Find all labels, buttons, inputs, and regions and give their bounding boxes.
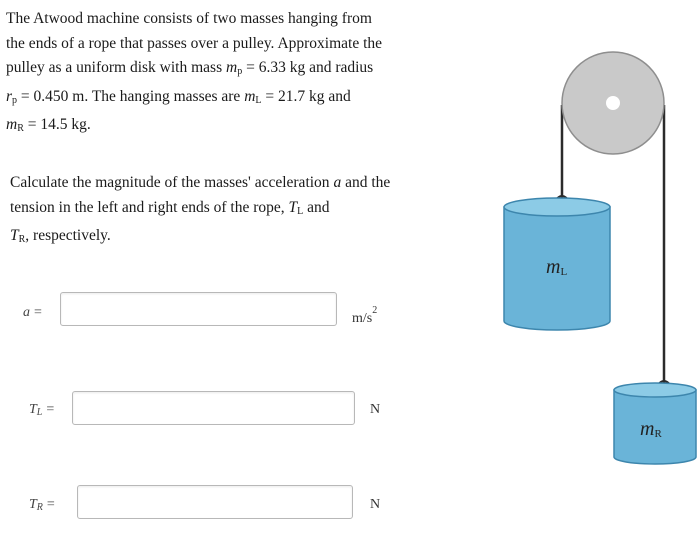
question-line-2: tension in the left and right ends of the rope, $T_L$ and [10,198,330,217]
tension-left-label: $T_L$ = [29,402,55,418]
problem-line-4: $r_p = 0.450$ m. The hanging masses are $m_L = 21.7$ kg and [6,87,351,106]
tension-right-unit: N [370,497,381,512]
pulley-axle [606,96,620,110]
left-mass-top [504,198,610,216]
question-line-1: Calculate the magnitude of the masses' acceleration a and the [10,174,391,191]
acceleration-unit: $m/s^2$ [352,305,378,326]
left-mass-label: $m_L$ [546,256,568,278]
problem-line-5: $m_R = 14.5$ kg. [6,116,91,134]
tension-right-label: $T_R$ = [29,497,55,513]
problem-line-3: pulley as a uniform disk with mass $m_p = 6.33$ kg and radius [6,59,374,77]
problem-line-1: The Atwood machine consists of two masses hanging from [6,10,372,27]
problem-line-2: the ends of a rope that passes over a pulley. Approximate the [6,34,383,52]
right-mass-label: $m_R$ [640,418,662,440]
tension-left-unit: N [370,402,381,417]
question-line-3: $T_R$, respectively. [10,227,111,245]
right-mass-top [614,383,696,397]
acceleration-label: a = [23,305,42,320]
